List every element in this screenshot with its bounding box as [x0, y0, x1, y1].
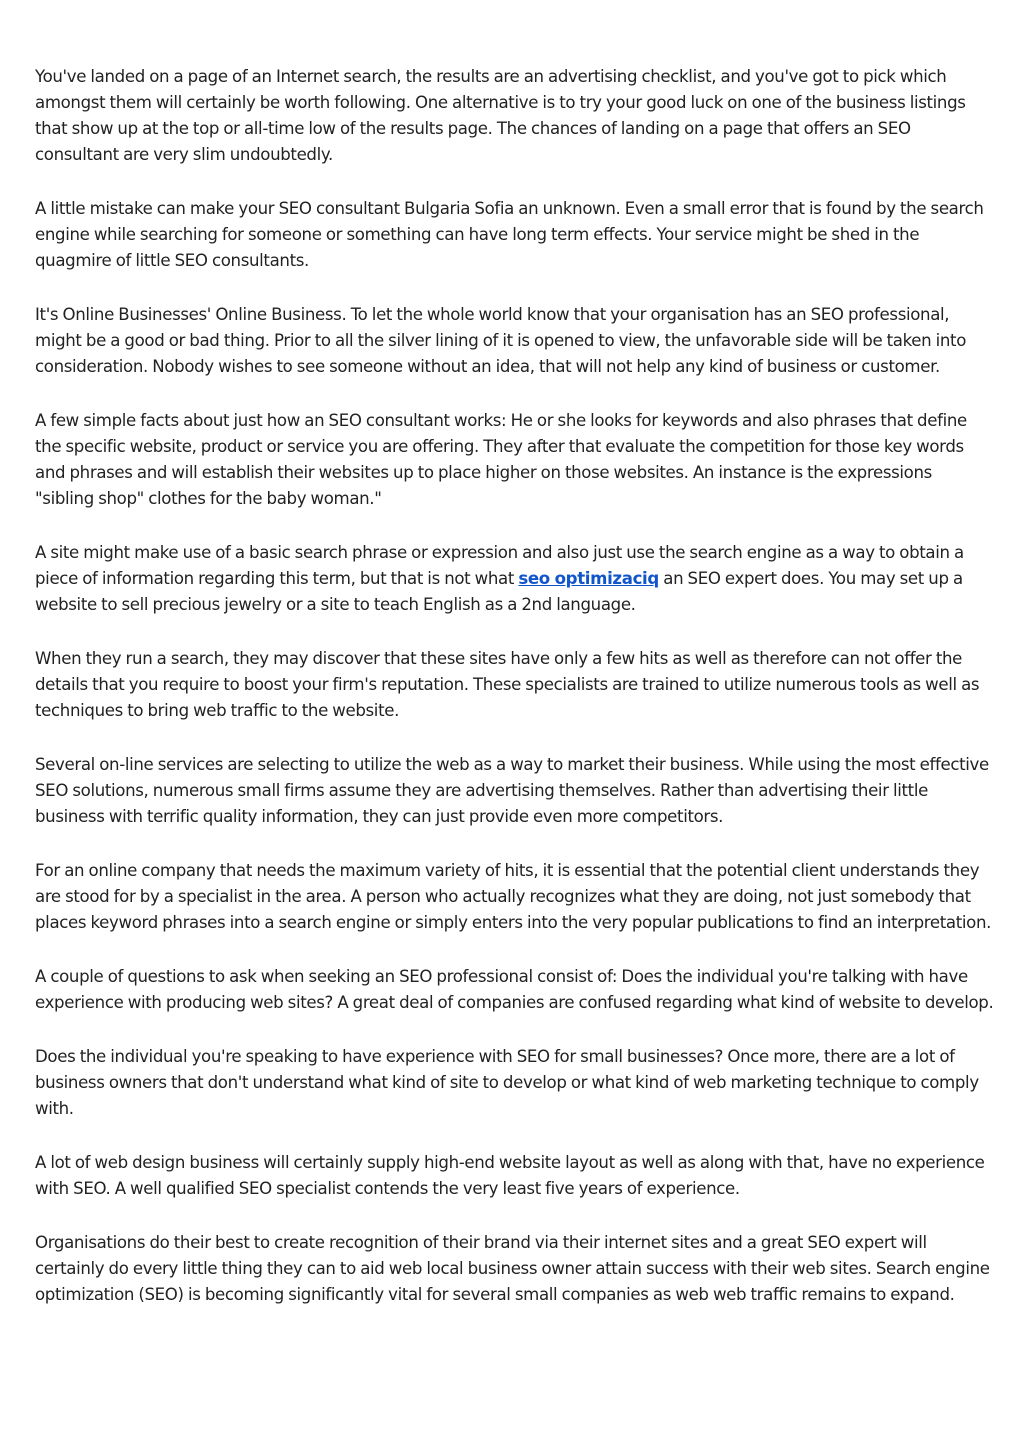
seo-optimizaciq-link[interactable]: seo optimizaciq — [518, 569, 659, 588]
document-body — [35, 64, 995, 1336]
paragraph-2: A little mistake can make your SEO consultant Bulgaria Sofia an unknown. Even a small error that is found by the search engine while searching for someone or something can have long term effects. Your service might be shed in the quagmire of little SEO consultants. — [35, 199, 984, 270]
paragraph-5-text-after: an SEO expert does. You may set up a website to sell precious jewelry or a site to teach English as a 2nd language. — [35, 569, 963, 614]
paragraph-9: A couple of questions to ask when seeking an SEO professional consist of: Does the individual you're talking with have experience with producing web sites? A great deal of companies are confused regarding what kind of website to develop. — [35, 967, 994, 1012]
paragraph-7: Several on-line services are selecting to utilize the web as a way to market their business. While using the most effective SEO solutions, numerous small firms assume they are advertising themselves. Rather than advertising their little business with terrific quality information, they can just provide even more competitors. — [35, 755, 989, 826]
paragraph-5 — [35, 540, 995, 618]
paragraph-10: Does the individual you're speaking to have experience with SEO for small businesses? Once more, there are a lot of business owners that don't understand what kind of site to develop or what kind of web marketing technique to comply with. — [35, 1047, 979, 1118]
paragraph-11: A lot of web design business will certainly supply high-end website layout as well as along with that, have no experience with SEO. A well qualified SEO specialist contends the very least five years of experience. — [35, 1153, 985, 1198]
paragraph-5-text-before: A site might make use of a basic search phrase or expression and also just use the search engine as a way to obtain a piece of information regarding this term, but that is not what — [35, 543, 964, 588]
paragraph-3: It's Online Businesses' Online Business. To let the whole world know that your organisation has an SEO professional, might be a good or bad thing. Prior to all the silver lining of it is opened to view, the unfavorable side will be taken into consideration. Nobody wishes to see someone without an idea, that will not help any kind of business or customer. — [35, 305, 967, 376]
paragraph-4: A few simple facts about just how an SEO consultant works: He or she looks for keywords and also phrases that define the specific website, product or service you are offering. They after that evaluate the competition for those key words and phrases and will establish their websites up to place higher on those websites. An instance is the expressions "sibling shop" clothes for the baby woman." — [35, 411, 967, 508]
paragraph-12: Organisations do their best to create recognition of their brand via their internet sites and a great SEO expert will certainly do every little thing they can to aid web local business owner attain success with their web sites. Search engine optimization (SEO) is becoming significantly vital for several small companies as web web traffic remains to expand. — [35, 1233, 990, 1304]
paragraph-6: When they run a search, they may discover that these sites have only a few hits as well as therefore can not offer the details that you require to boost your firm's reputation. These specialists are trained to utilize numerous tools as well as techniques to bring web traffic to the website. — [35, 649, 980, 720]
paragraph-8: For an online company that needs the maximum variety of hits, it is essential that the potential client understands they are stood for by a specialist in the area. A person who actually recognizes what they are doing, not just somebody that places keyword phrases into a search engine or simply enters into the very popular publications to find an interpretation. — [35, 861, 992, 932]
paragraph-1: You've landed on a page of an Internet search, the results are an advertising checklist, and you've got to pick which amongst them will certainly be worth following. One alternative is to try your good luck on one of the business listings that show up at the top or all-time low of the results page. The chances of landing on a page that offers an SEO consultant are very slim undoubtedly. — [35, 67, 966, 164]
